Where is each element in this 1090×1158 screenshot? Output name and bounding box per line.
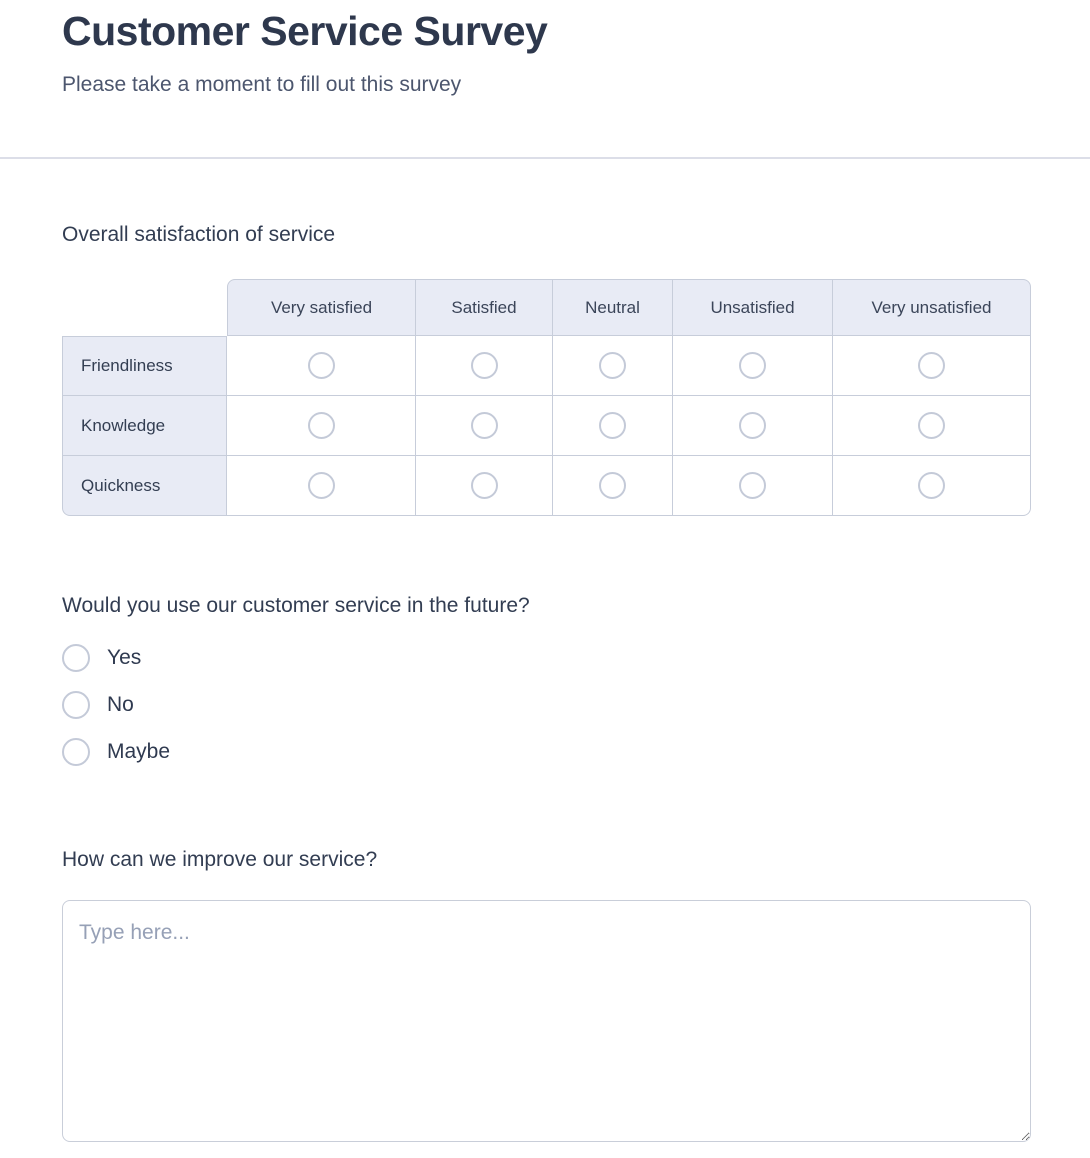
- matrix-row-friendliness: [62, 336, 1031, 396]
- matrix-radio-r1-c0[interactable]: [308, 412, 335, 439]
- survey-header: [0, 0, 1090, 97]
- matrix-question-label: Overall satisfaction of service: [62, 223, 336, 247]
- matrix-cell: [553, 396, 673, 456]
- matrix-radio-r1-c2[interactable]: [599, 412, 626, 439]
- matrix-cell: [833, 396, 1031, 456]
- radio-option-label: No: [107, 693, 134, 717]
- matrix-radio-r0-c1[interactable]: [471, 352, 498, 379]
- question-future: [62, 594, 1031, 766]
- matrix-row-knowledge: [62, 396, 1031, 456]
- matrix-row-label-knowledge: Knowledge: [62, 396, 227, 456]
- matrix-cell: [553, 336, 673, 396]
- page-title: Customer Service Survey: [62, 8, 548, 54]
- matrix-radio-r2-c4[interactable]: [918, 472, 945, 499]
- matrix-cell: [553, 456, 673, 516]
- radio-option-label: Maybe: [107, 740, 171, 764]
- matrix-radio-r2-c0[interactable]: [308, 472, 335, 499]
- matrix-cell: [833, 336, 1031, 396]
- matrix-radio-r0-c0[interactable]: [308, 352, 335, 379]
- matrix-row-quickness: [62, 456, 1031, 516]
- matrix-column-header-very-satisfied: Very satisfied: [227, 279, 416, 336]
- radio-option-maybe[interactable]: [62, 738, 170, 766]
- matrix-cell: [416, 396, 553, 456]
- matrix-corner-cell: [62, 279, 227, 336]
- matrix-radio-r0-c4[interactable]: [918, 352, 945, 379]
- matrix-column-header-very-unsatisfied: Very unsatisfied: [833, 279, 1031, 336]
- matrix-cell: [416, 336, 553, 396]
- matrix-column-header-neutral: Neutral: [553, 279, 673, 336]
- matrix-radio-r0-c2[interactable]: [599, 352, 626, 379]
- radio-option-yes[interactable]: [62, 644, 141, 672]
- future-question-label: Would you use our customer service in the future?: [62, 594, 530, 618]
- matrix-radio-r1-c1[interactable]: [471, 412, 498, 439]
- radio-option-label: Yes: [107, 646, 142, 670]
- survey-body: [0, 159, 1090, 1158]
- radio-option-no[interactable]: [62, 691, 134, 719]
- matrix-radio-r2-c3[interactable]: [739, 472, 766, 499]
- question-matrix: [62, 223, 1031, 516]
- matrix-table: [62, 279, 1031, 516]
- matrix-cell: [673, 456, 833, 516]
- future-options: [62, 644, 1031, 766]
- matrix-row-label-quickness: Quickness: [62, 456, 227, 516]
- matrix-cell: [227, 336, 416, 396]
- improve-textarea[interactable]: [62, 900, 1031, 1142]
- matrix-radio-r1-c3[interactable]: [739, 412, 766, 439]
- page-subtitle: Please take a moment to fill out this survey: [62, 73, 462, 97]
- radio-input-maybe[interactable]: [62, 738, 90, 766]
- matrix-row-label-friendliness: Friendliness: [62, 336, 227, 396]
- matrix-radio-r2-c2[interactable]: [599, 472, 626, 499]
- matrix-column-header-unsatisfied: Unsatisfied: [673, 279, 833, 336]
- matrix-cell: [673, 336, 833, 396]
- matrix-cell: [227, 396, 416, 456]
- matrix-cell: [673, 396, 833, 456]
- matrix-radio-r2-c1[interactable]: [471, 472, 498, 499]
- matrix-column-header-satisfied: Satisfied: [416, 279, 553, 336]
- matrix-radio-r1-c4[interactable]: [918, 412, 945, 439]
- question-improve: [62, 848, 1031, 1142]
- matrix-cell: [227, 456, 416, 516]
- improve-question-label: How can we improve our service?: [62, 848, 378, 872]
- matrix-radio-r0-c3[interactable]: [739, 352, 766, 379]
- matrix-header-row: [62, 279, 1031, 336]
- radio-input-no[interactable]: [62, 691, 90, 719]
- matrix-cell: [416, 456, 553, 516]
- matrix-cell: [833, 456, 1031, 516]
- radio-input-yes[interactable]: [62, 644, 90, 672]
